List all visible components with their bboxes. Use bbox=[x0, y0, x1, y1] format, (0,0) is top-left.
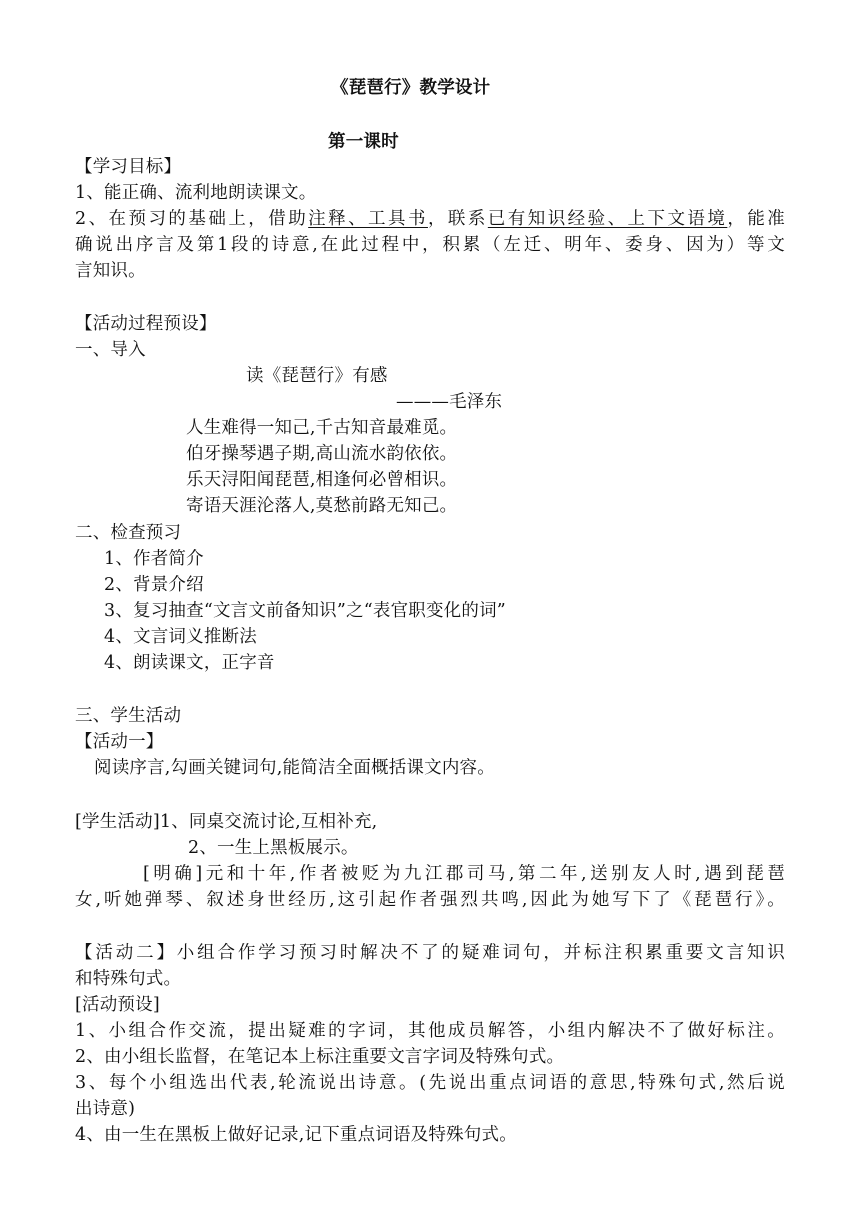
activity-1-clarification-line-2: 女,听她弹琴、叙述身世经历,这引起作者强烈共鸣,因此为她写下了《琵琶行》。 bbox=[75, 890, 785, 910]
poem-title: 读《琵琶行》有感 bbox=[246, 366, 388, 386]
check-item: 4、文言词义推断法 bbox=[104, 627, 257, 647]
activity-1-description: 阅读序言,勾画关键词句,能简洁全面概括课文内容。 bbox=[94, 758, 495, 778]
activity-1-student-step-1: [学生活动]1、同桌交流讨论,互相补充, bbox=[75, 812, 378, 832]
poem-line: 人生难得一知己,千古知音最难觅。 bbox=[186, 418, 458, 438]
activity-2-heading-line-2: 和特殊句式。 bbox=[75, 969, 182, 989]
poem-line: 伯牙操琴遇子期,高山流水韵依依。 bbox=[186, 444, 458, 464]
check-item: 2、背景介绍 bbox=[104, 575, 204, 595]
goal-item-2-line-3: 言知识。 bbox=[75, 261, 146, 281]
goal-item-2-underlined-context: 已有知识经验、上下文语境 bbox=[487, 209, 728, 229]
activity-2-step-2: 2、由小组长监督，在笔记本上标注重要文言字词及特殊句式。 bbox=[75, 1047, 565, 1067]
activity-1-student-step-2: 2、一生上黑板展示。 bbox=[188, 838, 359, 858]
process-heading: 【活动过程预设】 bbox=[75, 314, 217, 334]
intro-heading: 一、导入 bbox=[75, 340, 146, 360]
activity-2-step-4: 4、由一生在黑板上做好记录,记下重点词语及特殊句式。 bbox=[75, 1125, 517, 1145]
goal-item-1: 1、能正确、流利地朗读课文。 bbox=[75, 183, 317, 203]
poem-line: 乐天浔阳闻琵琶,相逢何必曾相识。 bbox=[186, 470, 458, 490]
goal-item-2-text: ，联系 bbox=[427, 209, 488, 229]
check-item: 1、作者简介 bbox=[104, 549, 204, 569]
check-item: 4、朗读课文，正字音 bbox=[104, 653, 275, 673]
document-title: 《琵琶行》教学设计 bbox=[331, 78, 491, 98]
goal-item-2-line-1 bbox=[75, 207, 785, 231]
poem-line: 寄语天涯沦落人,莫愁前路无知己。 bbox=[186, 496, 458, 516]
check-heading: 二、检查预习 bbox=[75, 523, 182, 543]
poem-author: ———毛泽东 bbox=[396, 392, 503, 412]
activity-2-heading-line-1: 【活动二】小组合作学习预习时解决不了的疑难词句，并标注积累重要文言知识 bbox=[75, 943, 785, 963]
goal-item-2-text: ，能准 bbox=[727, 209, 785, 229]
check-item: 3、复习抽查“文言文前备知识”之“表官职变化的词” bbox=[104, 601, 506, 621]
activity-1-clarification-line-1: [明确]元和十年,作者被贬为九江郡司马,第二年,送别友人时,遇到琵琶 bbox=[143, 864, 785, 884]
goal-item-2-text: 2、在预习的基础上，借助 bbox=[75, 209, 309, 229]
activity-1-heading: 【活动一】 bbox=[75, 732, 164, 752]
goal-item-2-line-2: 确说出序言及第1段的诗意,在此过程中，积累（左迁、明年、委身、因为）等文 bbox=[75, 235, 785, 255]
goal-item-2-underlined-tools: 注释、工具书 bbox=[308, 209, 428, 229]
student-activities-heading: 三、学生活动 bbox=[75, 706, 182, 726]
lesson-heading: 第一课时 bbox=[328, 132, 399, 152]
activity-2-step-1: 1、小组合作交流，提出疑难的字词，其他成员解答，小组内解决不了做好标注。 bbox=[75, 1021, 785, 1041]
activity-2-preset-heading: [活动预设] bbox=[75, 995, 160, 1015]
activity-2-step-3-line-2: 出诗意) bbox=[75, 1099, 136, 1119]
goals-heading: 【学习目标】 bbox=[75, 157, 182, 177]
activity-2-step-3-line-1: 3、每个小组选出代表,轮流说出诗意。(先说出重点词语的意思,特殊句式,然后说 bbox=[75, 1073, 785, 1093]
